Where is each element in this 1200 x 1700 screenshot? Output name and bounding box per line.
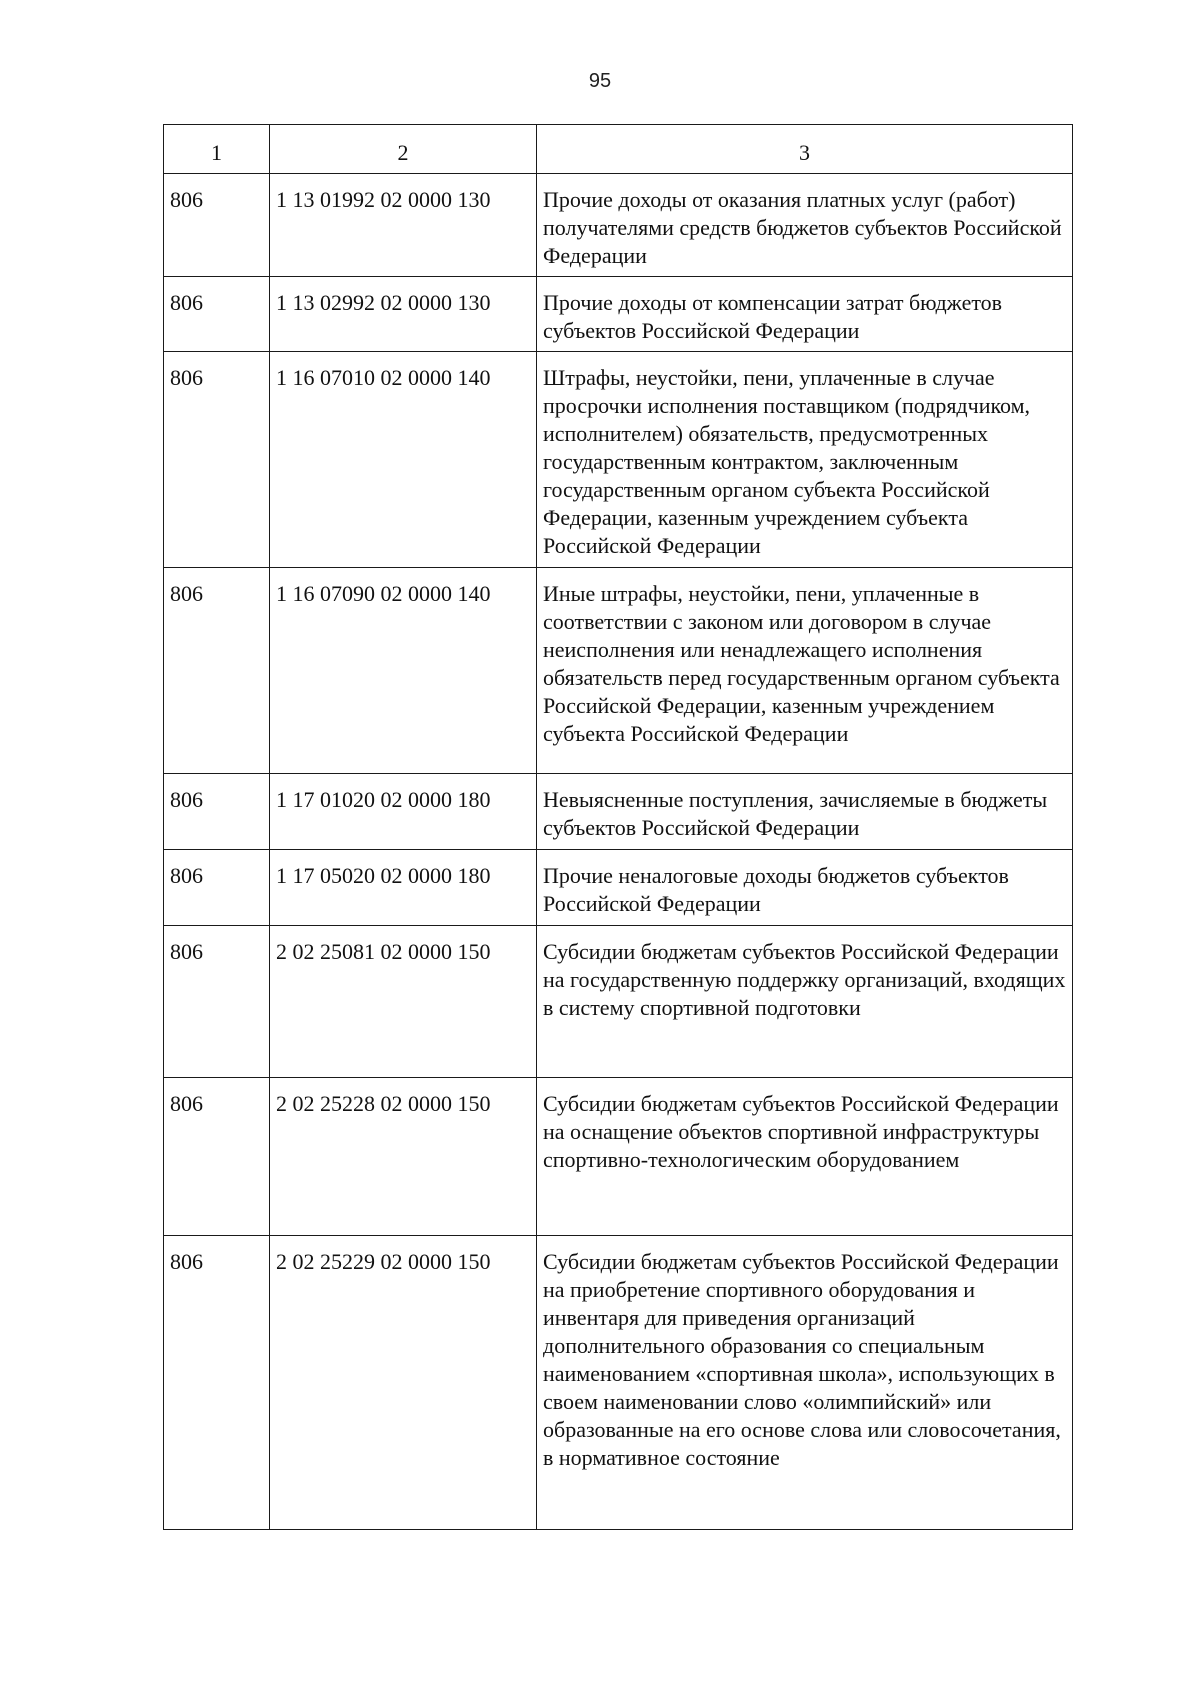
column-header-1: 1	[164, 125, 270, 174]
income-description-cell: Субсидии бюджетам субъектов Российской Федерации на оснащение объектов спортивной инфраструктуры спортивно-технологическим оборудованием	[537, 1078, 1073, 1236]
budget-code-cell: 2 02 25081 02 0000 150	[270, 926, 537, 1078]
income-description-cell: Прочие неналоговые доходы бюджетов субъектов Российской Федерации	[537, 850, 1073, 926]
income-description-cell: Субсидии бюджетам субъектов Российской Федерации на государственную поддержку организаций, входящих в систему спортивной подготовки	[537, 926, 1073, 1078]
table-row	[164, 352, 1073, 568]
admin-code-cell: 806	[164, 352, 270, 568]
budget-code-cell: 1 16 07010 02 0000 140	[270, 352, 537, 568]
income-description-cell: Иные штрафы, неустойки, пени, уплаченные в соответствии с законом или договором в случае неисполнения или ненадлежащего исполнения обязательств перед государственным органом субъекта Российской Федерации, казенным учреждением субъекта Российской Федерации	[537, 568, 1073, 774]
column-header-3: 3	[537, 125, 1073, 174]
budget-code-cell: 1 17 01020 02 0000 180	[270, 774, 537, 850]
income-description-cell: Невыясненные поступления, зачисляемые в бюджеты субъектов Российской Федерации	[537, 774, 1073, 850]
table-row	[164, 1236, 1073, 1530]
table-row	[164, 850, 1073, 926]
admin-code-cell: 806	[164, 277, 270, 352]
budget-code-cell: 1 13 02992 02 0000 130	[270, 277, 537, 352]
income-description-cell: Прочие доходы от компенсации затрат бюджетов субъектов Российской Федерации	[537, 277, 1073, 352]
admin-code-cell: 806	[164, 1078, 270, 1236]
income-description-cell: Субсидии бюджетам субъектов Российской Федерации на приобретение спортивного оборудования и инвентаря для приведения организаций дополнительного образования со специальным наименованием «спортивная школа», использующих в своем наименовании слово «олимпийский» или образованные на его основе слова или словосочетания, в нормативное состояние	[537, 1236, 1073, 1530]
admin-code-cell: 806	[164, 850, 270, 926]
table-row	[164, 568, 1073, 774]
income-description-cell: Прочие доходы от оказания платных услуг (работ) получателями средств бюджетов субъектов Российской Федерации	[537, 174, 1073, 277]
table-row	[164, 174, 1073, 277]
budget-code-cell: 1 16 07090 02 0000 140	[270, 568, 537, 774]
table-row	[164, 1078, 1073, 1236]
budget-code-cell: 1 17 05020 02 0000 180	[270, 850, 537, 926]
admin-code-cell: 806	[164, 568, 270, 774]
admin-code-cell: 806	[164, 174, 270, 277]
table-row	[164, 277, 1073, 352]
budget-code-cell: 2 02 25228 02 0000 150	[270, 1078, 537, 1236]
table-row	[164, 926, 1073, 1078]
table-header-row	[164, 125, 1073, 174]
budget-income-table	[163, 124, 1073, 1530]
admin-code-cell: 806	[164, 926, 270, 1078]
table-row	[164, 774, 1073, 850]
admin-code-cell: 806	[164, 774, 270, 850]
budget-code-cell: 2 02 25229 02 0000 150	[270, 1236, 537, 1530]
admin-code-cell: 806	[164, 1236, 270, 1530]
budget-code-cell: 1 13 01992 02 0000 130	[270, 174, 537, 277]
income-description-cell: Штрафы, неустойки, пени, уплаченные в случае просрочки исполнения поставщиком (подрядчиком, исполнителем) обязательств, предусмотренных государственным контрактом, заключенным государственным органом субъекта Российской Федерации, казенным учреждением субъекта Российской Федерации	[537, 352, 1073, 568]
column-header-2: 2	[270, 125, 537, 174]
page-number: 95	[588, 70, 612, 92]
